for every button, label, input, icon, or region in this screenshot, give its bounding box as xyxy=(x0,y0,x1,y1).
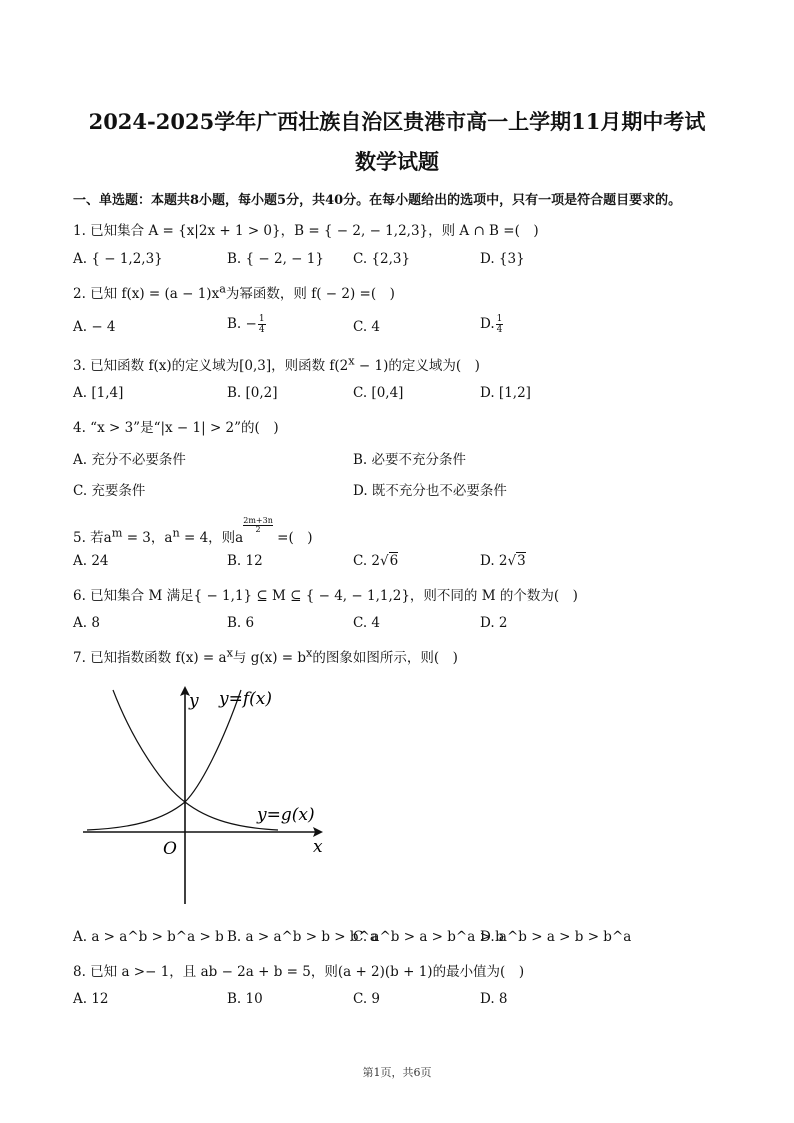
q1-option-a: A. { − 1,2,3} xyxy=(73,251,163,267)
q7-text-post: 的图象如图所示，则( ) xyxy=(312,650,458,666)
q2-option-b-label: B. − xyxy=(227,316,257,332)
q5-option-d xyxy=(480,553,526,569)
fraction-numerator: 2m+3n xyxy=(243,516,273,525)
curve-f xyxy=(87,690,241,830)
q5-option-c-label: C. 2√ xyxy=(353,553,389,569)
q3-exponent: x xyxy=(348,354,355,368)
q2-option-b-fraction xyxy=(258,314,266,335)
q5-text-post: =( ) xyxy=(272,530,313,546)
q2-option-d-fraction xyxy=(496,314,504,335)
q5-text-mid1: = 3，a xyxy=(122,530,173,546)
question-3 xyxy=(73,354,480,374)
question-7 xyxy=(73,646,458,666)
q6-option-c: C. 4 xyxy=(353,615,381,631)
q5-option-a: A. 24 xyxy=(73,553,109,569)
q6-option-b: B. 6 xyxy=(227,615,255,631)
question-8: 8. 已知 a >− 1，且 ab − 2a + b = 5，则(a + 2)(b + 1)的最小值为( ) xyxy=(73,964,525,980)
q7-exp-2: x xyxy=(306,646,313,660)
question-6: 6. 已知集合 M 满足{ − 1,1} ⊆ M ⊆ { − 4, − 1,1,2}，则不同的 M 的个数为( ) xyxy=(73,588,578,604)
q5-exp-m: m xyxy=(111,526,123,540)
q2-option-c: C. 4 xyxy=(353,319,381,335)
label-y: y xyxy=(189,691,199,711)
q8-option-d: D. 8 xyxy=(480,991,508,1007)
q6-option-d: D. 2 xyxy=(480,615,508,631)
radicand: 3 xyxy=(517,553,526,569)
q7-text-pre: 7. 已知指数函数 f(x) = a xyxy=(73,650,227,666)
document-subtitle: 数学试题 xyxy=(355,149,439,174)
q4-option-b: B. 必要不充分条件 xyxy=(353,452,467,468)
fraction-numerator: 1 xyxy=(258,314,265,324)
q2-option-d xyxy=(480,314,504,335)
q7-option-b: B. a > a^b > b > b^a xyxy=(227,929,378,945)
q5-option-b: B. 12 xyxy=(227,553,263,569)
label-g: y=g(x) xyxy=(257,805,315,825)
q2-option-d-label: D. xyxy=(480,316,495,332)
q7-option-c: C. a^b > a > b^a > b xyxy=(353,929,504,945)
question-4: 4. “x > 3”是“|x − 1| > 2”的( ) xyxy=(73,420,279,436)
q7-text-mid: 与 g(x) = b xyxy=(232,650,307,666)
q3-option-d: D. [1,2] xyxy=(480,385,531,401)
q5-text-pre: 5. 若a xyxy=(73,530,112,546)
label-x: x xyxy=(313,837,323,857)
q5-text-mid2: = 4，则a xyxy=(179,530,244,546)
q8-option-c: C. 9 xyxy=(353,991,381,1007)
q4-option-a: A. 充分不必要条件 xyxy=(73,452,186,468)
question-2 xyxy=(73,282,395,302)
label-f: y=f(x) xyxy=(219,689,272,709)
q1-option-d: D. {3} xyxy=(480,251,525,267)
question-5 xyxy=(73,517,313,546)
question-1: 1. 已知集合 A = {x|2x + 1 > 0}，B = { − 2, − 1,2,3}，则 A ∩ B =( ) xyxy=(73,223,539,239)
fraction-denominator: 4 xyxy=(258,325,265,335)
q8-option-b: B. 10 xyxy=(227,991,263,1007)
q2-exponent: a xyxy=(219,282,226,296)
q7-exp-1: x xyxy=(226,646,233,660)
fraction-denominator: 2 xyxy=(255,525,261,534)
q5-option-c xyxy=(353,553,398,569)
label-origin: O xyxy=(163,839,177,859)
q3-text-post: − 1)的定义域为( ) xyxy=(354,358,480,374)
q3-option-c: C. [0,4] xyxy=(353,385,404,401)
q3-text-pre: 3. 已知函数 f(x)的定义域为[0,3]，则函数 f(2 xyxy=(73,358,349,374)
q4-option-c: C. 充要条件 xyxy=(73,483,146,499)
q1-option-c: C. {2,3} xyxy=(353,251,411,267)
q2-text-post: 为幂函数，则 f( − 2) =( ) xyxy=(225,286,395,302)
curve-g xyxy=(113,690,278,830)
section-heading: 一、单选题：本题共8小题，每小题5分，共40分。在每小题给出的选项中，只有一项是符合题目要求的。 xyxy=(73,193,682,208)
q5-exp-n: n xyxy=(172,526,180,540)
page-footer: 第1页，共6页 xyxy=(362,1066,432,1079)
q3-option-b: B. [0,2] xyxy=(227,385,278,401)
q1-option-b: B. { − 2, − 1} xyxy=(227,251,324,267)
fraction-numerator: 1 xyxy=(496,314,503,324)
exponential-graph xyxy=(73,682,343,907)
q4-option-d: D. 既不充分也不必要条件 xyxy=(353,483,507,499)
q2-text-pre: 2. 已知 f(x) = (a − 1)x xyxy=(73,286,220,302)
document-title: 2024-2025学年广西壮族自治区贵港市高一上学期11月期中考试 xyxy=(88,109,706,134)
radicand: 6 xyxy=(389,553,399,569)
q5-exponent-fraction xyxy=(243,517,273,534)
fraction-denominator: 4 xyxy=(496,325,503,335)
q7-option-d: D. a^b > a > b > b^a xyxy=(480,929,632,945)
q5-option-d-label: D. 2√ xyxy=(480,553,517,569)
q2-option-a: A. − 4 xyxy=(73,319,116,335)
q8-option-a: A. 12 xyxy=(73,991,109,1007)
q6-option-a: A. 8 xyxy=(73,615,100,631)
q2-option-b xyxy=(227,314,267,335)
q7-option-a: A. a > a^b > b^a > b xyxy=(73,929,224,945)
q3-option-a: A. [1,4] xyxy=(73,385,124,401)
